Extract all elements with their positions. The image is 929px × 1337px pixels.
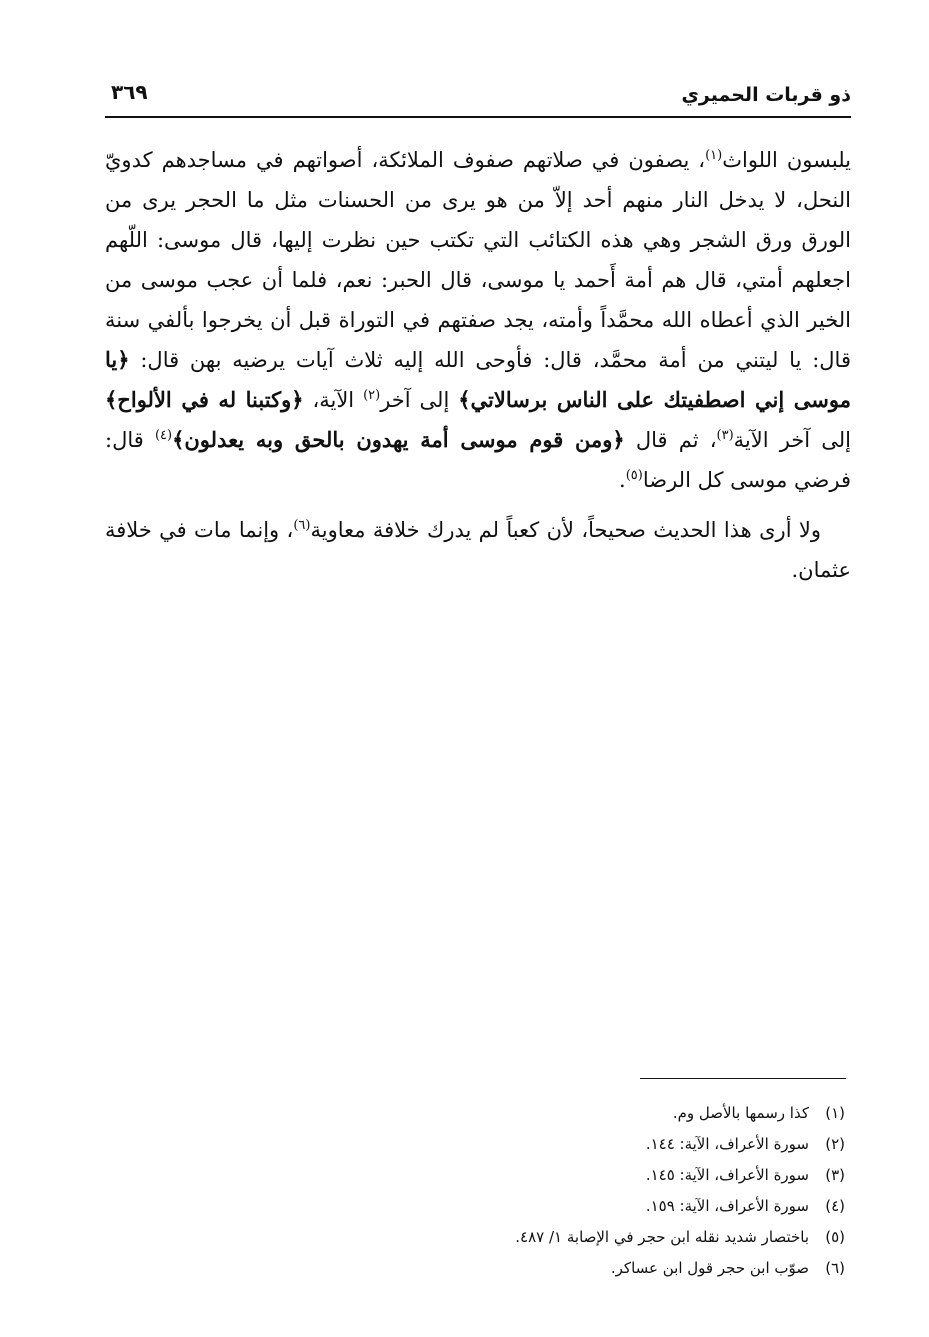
quran-quote-3: ﴿ومن قوم موسى أمة يهدون بالحق وبه يعدلون﴾ xyxy=(172,427,625,452)
footnote-ref-4: (٤) xyxy=(154,428,173,443)
footnote-ref-1: (١) xyxy=(705,148,723,163)
text-run: الآية، xyxy=(303,388,364,412)
footnote-ref-3: (٣) xyxy=(716,428,734,443)
footnote-1 xyxy=(105,1098,851,1129)
text-run: ، وإنما مات في خلافة عثمان. xyxy=(105,518,851,582)
page-header xyxy=(105,78,851,114)
footnote-number: (٢) xyxy=(825,1135,845,1153)
footnote-ref-5: (٥) xyxy=(625,468,643,483)
footnote-number: (١) xyxy=(825,1104,845,1122)
footnote-2 xyxy=(105,1129,851,1160)
quran-quote-2: ﴿وكتبنا له في الألواح﴾ xyxy=(105,387,304,412)
footnote-6 xyxy=(105,1253,851,1284)
footnote-text: سورة الأعراف، الآية: ١٤٥. xyxy=(645,1166,809,1184)
paragraph-2 xyxy=(105,510,851,590)
footnote-ref-2: (٢) xyxy=(363,388,381,403)
footnote-number: (٦) xyxy=(825,1259,845,1277)
paragraph-1 xyxy=(105,140,851,500)
footnote-text: سورة الأعراف، الآية: ١٥٩. xyxy=(645,1197,809,1215)
page-number: ٣٦٩ xyxy=(111,80,148,104)
footnote-number: (٤) xyxy=(825,1197,845,1215)
footnote-4 xyxy=(105,1191,851,1222)
footnote-text: باختصار شديد نقله ابن حجر في الإصابة ١/ ٤٨٧. xyxy=(515,1228,809,1246)
footnote-number: (٣) xyxy=(825,1166,845,1184)
footnotes xyxy=(105,1098,851,1284)
text-run: . xyxy=(619,468,626,492)
running-title: ذو قربات الحميري xyxy=(681,84,851,106)
quran-quote-1: ﴿يا موسى إني اصطفيتك على الناس برسالاتي﴾ xyxy=(105,347,851,412)
footnote-3 xyxy=(105,1160,851,1191)
text-run: يلبسون اللواث xyxy=(722,148,852,172)
footnote-text: كذا رسمها بالأصل وم. xyxy=(672,1104,809,1122)
text-run: ، يصفون في صلاتهم صفوف الملائكة، أصواتهم في مساجدهم كدويّ النحل، لا يدخل النار منهم أحد إلاّ من هو يرى من الحسنات مثل ما الحجر يرى من الورق ورق الشجر وهي هذه الكتائب التي تكتب حين نظرت إليها، قال موسى: اللّهم اجعلهم أمتي، قال هم أمة أَحمد يا موسى، قال الحبر: نعم، فلما أن عجب موسى من الخير الذي أعطاه الله محمَّداً وأمته، يجد صفتهم في التوراة قبل أن يخرجوا بألفي سنة قال: يا ليتني من أمة محمَّد، قال: فأوحى الله إليه ثلاث آيات يرضيه بهن قال: xyxy=(105,148,851,372)
footnote-separator xyxy=(640,1078,846,1079)
header-rule xyxy=(105,116,851,118)
text-run: إلى آخر xyxy=(380,388,459,412)
text-run: ، ثم قال xyxy=(624,428,717,452)
main-text xyxy=(105,140,851,590)
text-run: ولا أرى هذا الحديث صحيحاً، لأن كعباً لم يدرك خلافة معاوية xyxy=(310,518,821,542)
footnote-5 xyxy=(105,1222,851,1253)
footnote-number: (٥) xyxy=(825,1228,845,1246)
footnote-text: صوّب ابن حجر قول ابن عساكر. xyxy=(610,1259,809,1277)
text-run: قال: فرضي موسى كل الرضا xyxy=(105,428,851,492)
footnote-ref-6: (٦) xyxy=(293,518,311,533)
footnote-text: سورة الأعراف، الآية: ١٤٤. xyxy=(645,1135,809,1153)
text-run: إلى آخر الآية xyxy=(733,428,852,452)
